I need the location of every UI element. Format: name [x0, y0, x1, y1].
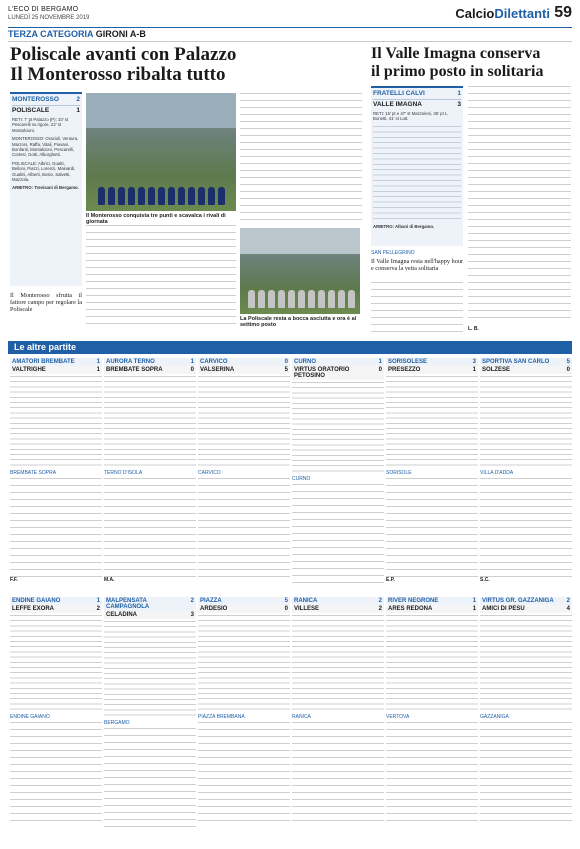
- team-a-name: VIRTUS GR. GAZZANIGA: [482, 598, 554, 604]
- match-report-text: [292, 722, 384, 826]
- team-a-score: 5: [284, 598, 288, 604]
- match-location-tag: BREMBATE SOPRA: [10, 470, 57, 477]
- team-a-name: ENDINE GAIANO: [12, 598, 61, 604]
- team-photo-monterosso: [86, 93, 236, 211]
- team-b-score: 1: [76, 107, 80, 114]
- newspaper-name: L'ECO DI BERGAMO: [8, 6, 79, 13]
- match-report-text: [198, 478, 290, 577]
- match-team-a: [292, 597, 384, 605]
- team-a-name: MALPENSATA CAMPAGNOLA: [106, 598, 150, 610]
- team-a-name: SORISOLESE: [388, 359, 428, 365]
- section-brand: [455, 6, 550, 21]
- left-article-col-2: [240, 93, 362, 223]
- left-headline: [10, 45, 360, 85]
- team-b-score: 1: [472, 367, 476, 373]
- team-b-score: 2: [96, 606, 100, 612]
- match-report-details: [10, 376, 102, 468]
- team-b-name: AMICI DI PESU: [482, 606, 525, 612]
- match-location-tag: CARVICO: [198, 470, 221, 477]
- match-column: [480, 358, 572, 583]
- match-location-tag: GAZZANIGA: [480, 713, 509, 720]
- left-box-team-a: [12, 96, 80, 103]
- match-team-a: [386, 358, 478, 366]
- match-location-tag: VILLA D'ADDA: [480, 470, 514, 477]
- right-dropcap-text: Il Valle Imagna resta nell'happy hour e conserva la vetta solitaria: [371, 258, 463, 272]
- right-lineups: [373, 126, 461, 222]
- other-matches-band: Le altre partite: [8, 341, 572, 354]
- match-report-details: [10, 615, 102, 712]
- left-referee: ARBITRO: Trevisani di Bergamo.: [12, 185, 79, 191]
- match-team-a: [386, 597, 478, 605]
- match-report-text: [198, 722, 290, 826]
- team-a-score: 1: [457, 90, 461, 97]
- match-team-b: [292, 605, 384, 613]
- match-report-details: [104, 376, 196, 468]
- team-b-name: ARDESIO: [200, 606, 228, 612]
- left-dropcap-text: Il Monterosso sfrutta il fattore campo per regolare la Poliscale: [10, 292, 82, 313]
- team-b-name: BREMBATE SOPRA: [106, 367, 163, 373]
- match-column: [198, 597, 290, 825]
- match-report-text: [480, 722, 572, 826]
- team-photo-poliscale: [240, 228, 360, 314]
- team-a-score: 2: [190, 598, 194, 604]
- team-a-name: CARVICO: [200, 359, 228, 365]
- team-b-name: VALSERINA: [200, 367, 235, 373]
- right-headline: [371, 45, 571, 81]
- match-team-b: [104, 366, 196, 374]
- masthead: [8, 4, 572, 26]
- right-headline-line-1: Il Valle Imagna conserva: [371, 45, 541, 62]
- team-b-score: 1: [96, 367, 100, 373]
- team-b-name: SOLZESE: [482, 367, 511, 373]
- team-b-score: 2: [378, 606, 382, 612]
- team-a-score: 2: [566, 598, 570, 604]
- match-column: [104, 358, 196, 583]
- team-a-score: 0: [284, 359, 288, 365]
- team-b-name: VIRTUS ORATORIO PETOSINO: [294, 367, 350, 379]
- section-group: GIRONI A-B: [95, 29, 146, 39]
- left-scorers: RETI: 7' pt Palazzo (P); 10' st Pescarelli su rigore, 22' st Montalcioni.: [12, 117, 69, 133]
- team-a-name: AURORA TERNO: [106, 359, 155, 365]
- team-b-score: 0: [284, 606, 288, 612]
- team-a-score: 5: [566, 359, 570, 365]
- team-b-name: VILLESE: [294, 606, 320, 612]
- team-b-name: ARES REDONA: [388, 606, 433, 612]
- match-location-tag: CURNO: [292, 476, 311, 483]
- match-location-tag: PIAZZA BREMBANA: [198, 713, 245, 720]
- match-team-b: [198, 366, 290, 374]
- match-team-a: [198, 597, 290, 605]
- section-header: [8, 29, 146, 39]
- match-team-b: [10, 605, 102, 613]
- team-a-name: RANICA: [294, 598, 318, 604]
- team-b-name: LEFFE EXORA: [12, 606, 55, 612]
- team-b-name: POLISCALE: [12, 107, 50, 114]
- match-report-text: [480, 478, 572, 577]
- match-team-b: [386, 366, 478, 374]
- match-team-a: [104, 597, 196, 611]
- photo-caption-1: Il Monterosso conquista tre punti e scavalca i rivali di giornata: [86, 213, 226, 225]
- team-b-score: 1: [472, 606, 476, 612]
- team-a-score: 1: [472, 598, 476, 604]
- team-a-name: FRATELLI CALVI: [373, 90, 425, 97]
- match-location-tag: RANICA: [292, 713, 311, 720]
- team-b-score: 3: [457, 101, 461, 108]
- team-b-score: 3: [190, 612, 194, 618]
- team-b-name: CELADINA: [106, 612, 137, 618]
- match-team-a: [198, 358, 290, 366]
- match-signature: M.A.: [104, 577, 115, 584]
- match-team-b: [104, 611, 196, 619]
- match-location-tag: ENDINE GAIANO: [10, 713, 50, 720]
- section-rule: [8, 41, 572, 42]
- right-scorers: RETI: 15' pt e 47' st Mazzoleni, 36' pt L. Bonetti, 41' st Lutt.: [373, 111, 449, 122]
- team-a-score: 2: [378, 598, 382, 604]
- match-report-details: [386, 376, 478, 468]
- issue-date: LUNEDÌ 25 NOVEMBRE 2019: [8, 15, 90, 21]
- match-team-b: [292, 366, 384, 380]
- team-b-score: 0: [378, 367, 382, 373]
- team-a-name: RIVER NEGRONE: [388, 598, 439, 604]
- match-report-details: [198, 615, 290, 712]
- right-box-team-b: [373, 99, 461, 108]
- match-location-tag: SORISOLE: [386, 470, 412, 477]
- match-column: [10, 358, 102, 583]
- team-a-score: 1: [378, 359, 382, 365]
- left-box-team-b: [12, 105, 80, 114]
- team-b-score: 5: [284, 367, 288, 373]
- match-column: [292, 358, 384, 583]
- left-lineup-b: POLISCALE: Albrici, Guatti, Belloni, Piazzi, Lorenzi, Mainardi, Gualini, Alberti, Bosio, Salvetti, Mazzola.: [12, 160, 76, 183]
- right-location-tag: SAN PELLEGRINO: [371, 250, 415, 256]
- team-a-score: 1: [190, 359, 194, 365]
- right-article-col-2: [468, 86, 571, 322]
- match-signature: S.C.: [480, 577, 490, 584]
- left-headline-line-1: Poliscale avanti con Palazzo: [10, 44, 237, 65]
- match-report-details: [104, 621, 196, 718]
- team-b-score: 4: [566, 606, 570, 612]
- team-a-score: 2: [76, 96, 80, 103]
- match-report-text: [10, 722, 102, 826]
- match-report-details: [386, 615, 478, 712]
- match-signature: F.F.: [10, 577, 18, 584]
- match-team-b: [386, 605, 478, 613]
- match-report-text: [104, 728, 196, 832]
- match-report-text: [386, 478, 478, 577]
- match-report-details: [198, 376, 290, 468]
- match-location-tag: TERNO D'ISOLA: [104, 470, 143, 477]
- match-report-text: [10, 478, 102, 577]
- team-a-score: 3: [472, 359, 476, 365]
- team-b-name: VALLE IMAGNA: [373, 101, 422, 108]
- match-team-a: [10, 597, 102, 605]
- team-a-name: CURNO: [294, 359, 316, 365]
- left-article-col-1: [86, 225, 236, 325]
- match-team-b: [10, 366, 102, 374]
- match-report-details: [292, 382, 384, 474]
- match-column: [386, 358, 478, 583]
- team-b-name: PRESEZZO: [388, 367, 421, 373]
- match-report-details: [292, 615, 384, 712]
- right-box-team-a: [373, 90, 461, 97]
- match-report-details: [480, 376, 572, 468]
- match-team-a: [292, 358, 384, 366]
- team-a-name: AMATORI BREMBATE: [12, 359, 75, 365]
- match-team-b: [480, 605, 572, 613]
- team-a-name: PIAZZA: [200, 598, 222, 604]
- team-a-score: 1: [96, 598, 100, 604]
- brand-dilettanti: Dilettanti: [494, 6, 550, 21]
- photo-caption-2: La Poliscale resta a bocca asciutta e ora è al settimo posto: [240, 316, 357, 328]
- brand-calcio: Calcio: [455, 6, 495, 21]
- right-credit: L. B.: [468, 326, 479, 332]
- team-b-score: 0: [190, 367, 194, 373]
- page-number: 59: [554, 4, 572, 21]
- match-team-a: [480, 597, 572, 605]
- team-b-score: 0: [566, 367, 570, 373]
- match-report-text: [104, 478, 196, 577]
- top-rule: [8, 27, 572, 28]
- match-team-b: [198, 605, 290, 613]
- match-report-details: [480, 615, 572, 712]
- match-column: [104, 597, 196, 831]
- left-match-box: [10, 92, 82, 286]
- left-lineup-a: MONTEROSSO: Orazioli, Ventura, Marzoni, Raffa, Vitali, Piovani, Bonfanti, Montalcioni, Pescarelli, Cortesi, Gotti, Alborghetti.: [12, 136, 79, 158]
- match-team-a: [480, 358, 572, 366]
- match-column: [386, 597, 478, 825]
- team-b-name: VALTRIGHE: [12, 367, 46, 373]
- match-column: [292, 597, 384, 825]
- match-report-text: [292, 484, 384, 583]
- match-column: [198, 358, 290, 577]
- match-location-tag: VERTOVA: [386, 713, 410, 720]
- match-team-b: [480, 366, 572, 374]
- match-report-text: [386, 722, 478, 826]
- team-a-name: SPORTIVA SAN CARLO: [482, 359, 550, 365]
- match-team-a: [10, 358, 102, 366]
- match-team-a: [104, 358, 196, 366]
- right-referee: ARBITRO: Albani di Bergamo.: [373, 223, 435, 229]
- match-signature: E.P.: [386, 577, 395, 584]
- right-match-box: [371, 86, 463, 246]
- right-headline-line-2: il primo posto in solitaria: [371, 63, 544, 80]
- match-column: [480, 597, 572, 825]
- match-location-tag: BERGAMO: [104, 719, 130, 726]
- team-a-name: MONTEROSSO: [12, 96, 59, 103]
- team-a-score: 1: [96, 359, 100, 365]
- left-headline-line-2: Il Monterosso ribalta tutto: [10, 64, 226, 85]
- match-column: [10, 597, 102, 825]
- right-article-col-1: [371, 282, 463, 332]
- section-category: TERZA CATEGORIA: [8, 29, 94, 39]
